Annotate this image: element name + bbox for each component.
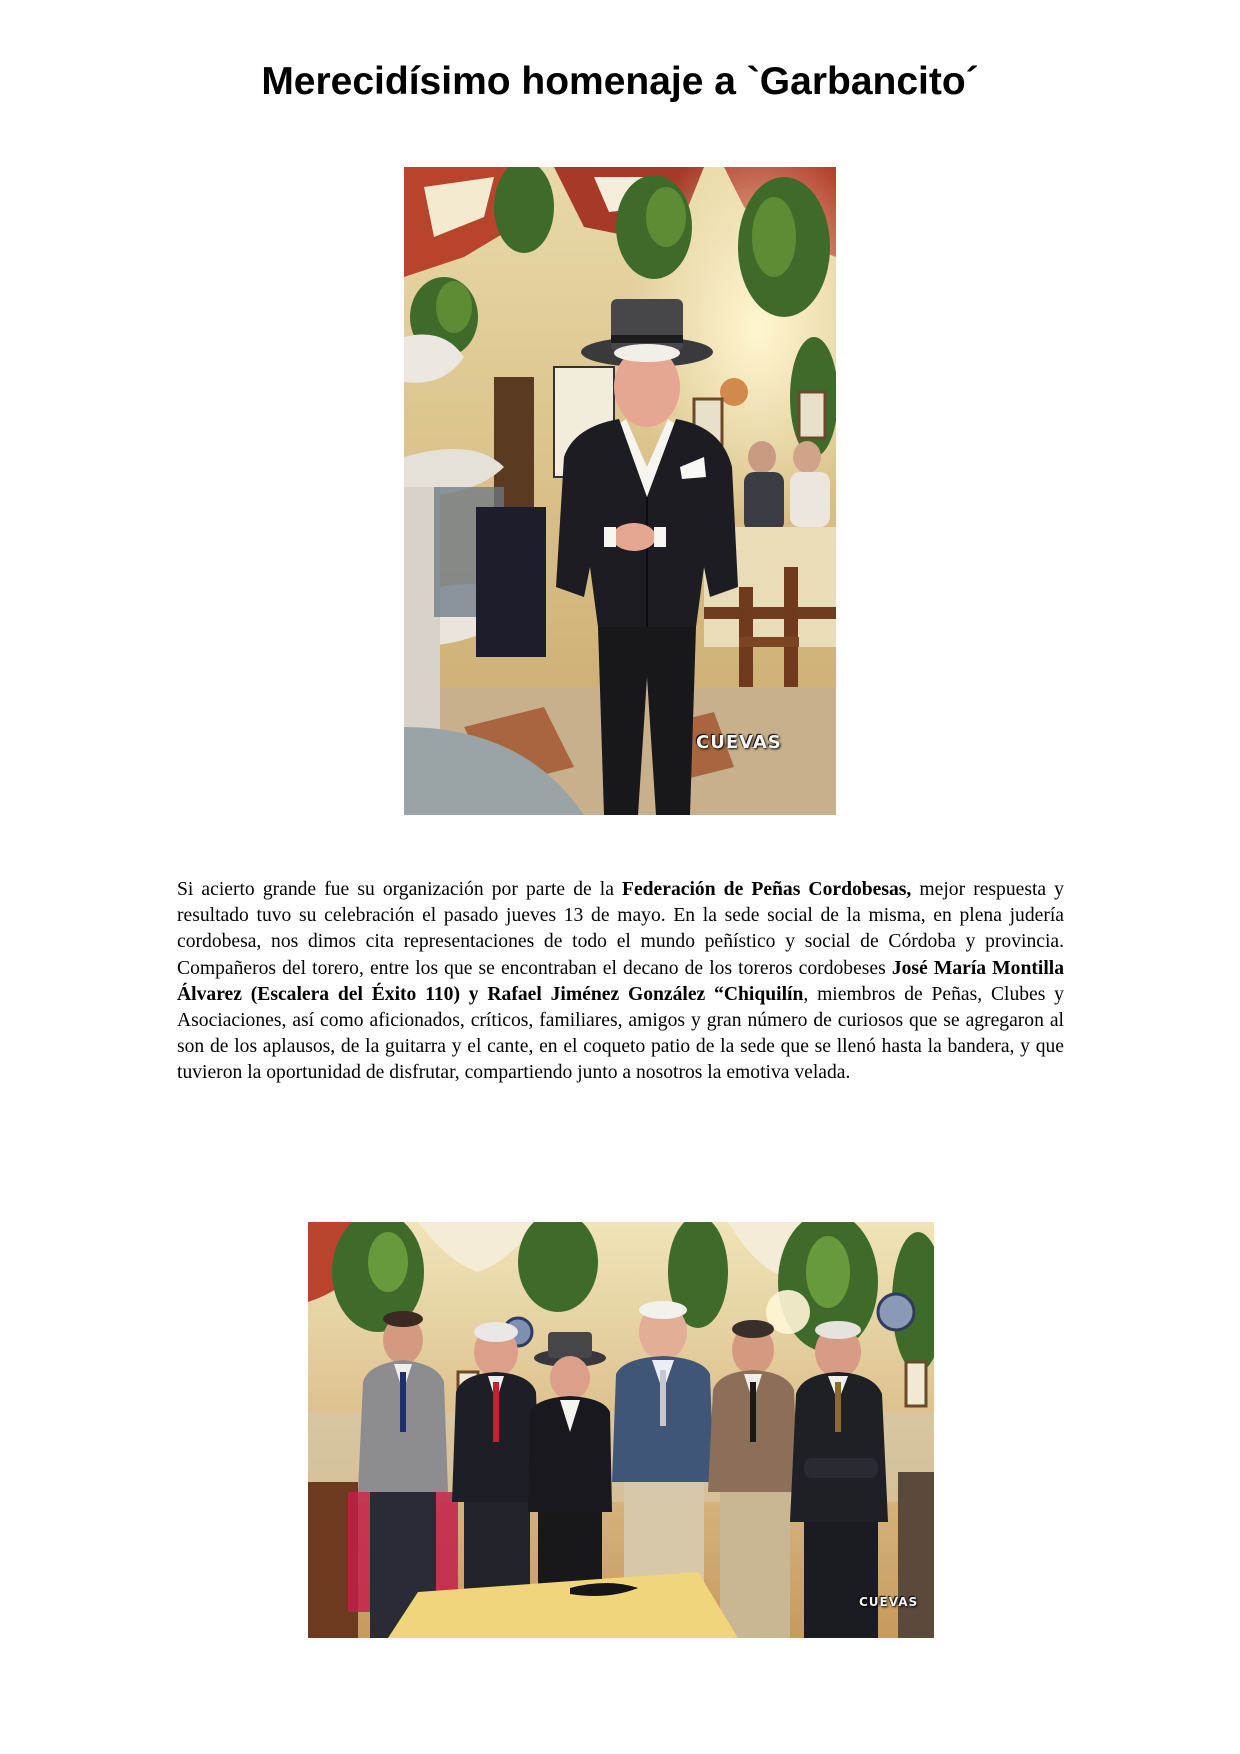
photo-garbancito <box>404 167 836 815</box>
photo-watermark: CUEVAS <box>859 1595 919 1609</box>
photo-group <box>308 1222 934 1638</box>
article-paragraph <box>177 877 1064 1087</box>
paragraph-text-1: Si acierto grande fue su organización por parte de la <box>177 879 622 900</box>
photo-garbancito-illustration <box>404 167 836 815</box>
paragraph-text-2: mejor respuesta y resultado tuvo su celebración el pasado jueves 13 de mayo. En la sede social de la misma, en plena judería cordobesa, nos dimos cita representaciones de todo el mundo peñístico y social de Córdoba y provincia. Compañeros del torero, entre los que se encontraban el decano de los toreros cordobeses <box>177 879 1064 979</box>
article-title: Merecidísimo homenaje a `Garbancito´ <box>261 60 979 103</box>
paragraph-bold-toreros: José María Montilla Álvarez (Escalera del Éxito 110) y Rafael Jiménez González “Chiquilín <box>177 957 1065 1005</box>
paragraph-text-3: , miembros de Peñas, Clubes y Asociaciones, así como aficionados, críticos, familiares, amigos y gran número de curiosos que se agregaron al son de los aplausos, de la guitarra y el cante, en el coqueto patio de la sede que se llenó hasta la bandera, y que tuvieron la oportunidad de disfrutar, compartiendo junto a nosotros la emotiva velada. <box>177 983 1064 1084</box>
paragraph-bold-federacion: Federación de Peñas Cordobesas, <box>622 879 912 900</box>
photo-watermark: CUEVAS <box>696 732 782 753</box>
photo-group-illustration <box>308 1222 934 1638</box>
